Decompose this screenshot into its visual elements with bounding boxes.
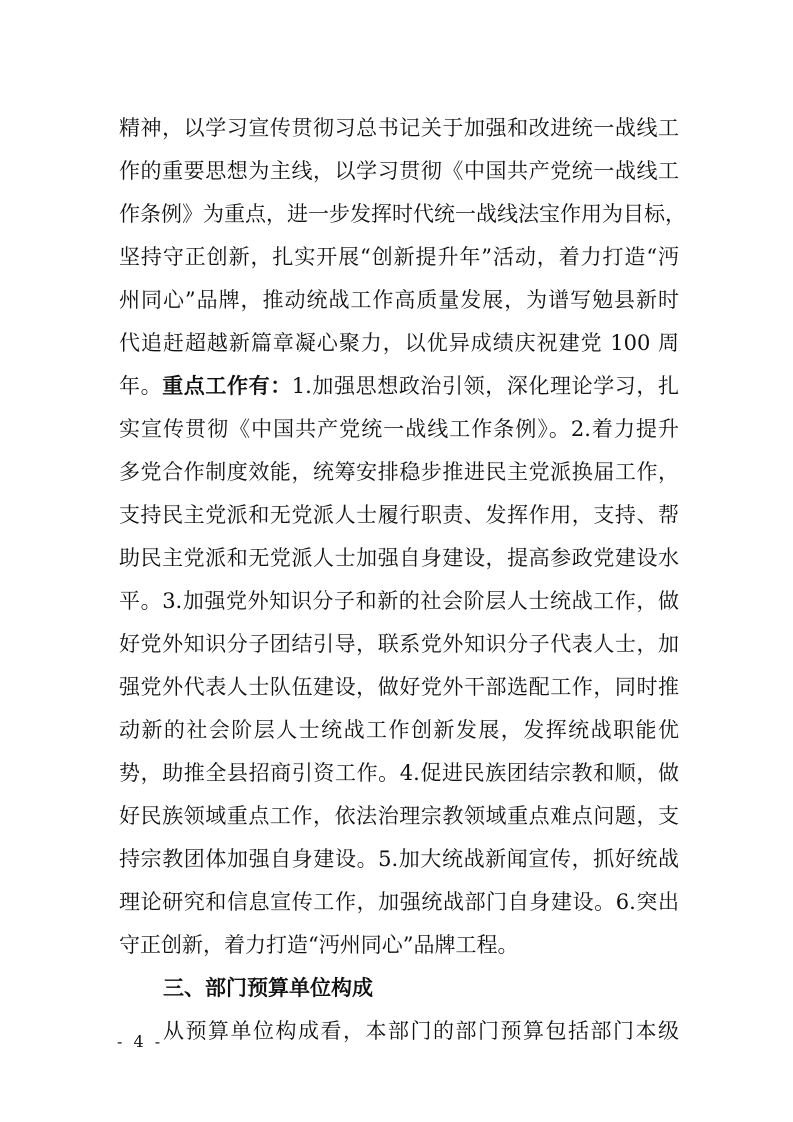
paragraph-line: 助民主党派和无党派人士加强自身建设，提高参政党建设水 <box>119 546 679 570</box>
paragraph-line: 代追赶超越新篇章凝心聚力，以优异成绩庆祝建党 100 周 <box>119 331 679 355</box>
paragraph-line: 平。3.加强党外知识分子和新的社会阶层人士统战工作，做 <box>119 589 679 613</box>
paragraph-line: 持宗教团体加强自身建设。5.加大统战新闻宣传，抓好统战 <box>119 847 679 871</box>
section-paragraph-line: 从预算单位构成看，本部门的部门预算包括部门本级 <box>163 1019 679 1043</box>
paragraph-line: 作的重要思想为主线，以学习贯彻《中国共产党统一战线工 <box>119 159 679 183</box>
paragraph-line: 多党合作制度效能，统筹安排稳步推进民主党派换届工作， <box>119 460 679 484</box>
paragraph-line: 支持民主党派和无党派人士履行职责、发挥作用，支持、帮 <box>119 503 679 527</box>
paragraph-line: 实宣传贯彻《中国共产党统一战线工作条例》。2.着力提升 <box>119 417 679 441</box>
paragraph-line: 坚持守正创新，扎实开展“创新提升年”活动，着力打造“沔 <box>119 245 679 269</box>
paragraph-line-key-tasks <box>119 366 679 406</box>
paragraph-line: 好民族领域重点工作，依法治理宗教领域重点难点问题，支 <box>119 804 679 828</box>
paragraph-line: 势，助推全县招商引资工作。4.促进民族团结宗教和顺，做 <box>119 761 679 785</box>
paragraph-last-line: 守正创新，着力打造“沔州同心”品牌工程。 <box>119 933 519 957</box>
section-heading: 三、部门预算单位构成 <box>163 975 373 1000</box>
line-suffix: 1.加强思想政治引领，深化理论学习，扎 <box>291 374 679 398</box>
paragraph-line: 强党外代表人士队伍建设，做好党外干部选配工作，同时推 <box>119 675 679 699</box>
paragraph-line: 作条例》为重点，进一步发挥时代统一战线法宝作用为目标， <box>119 202 686 226</box>
paragraph-line: 州同心”品牌，推动统战工作高质量发展，为谱写勉县新时 <box>119 288 679 312</box>
paragraph-line: 动新的社会阶层人士统战工作创新发展，发挥统战职能优 <box>119 718 679 742</box>
paragraph-line: 好党外知识分子团结引导，联系党外知识分子代表人士，加 <box>119 632 679 656</box>
key-tasks-label: 重点工作有： <box>162 373 292 398</box>
page-number: - 4 - <box>117 1032 164 1051</box>
paragraph-line: 精神，以学习宣传贯彻习总书记关于加强和改进统一战线工 <box>119 116 679 140</box>
line-prefix: 年。 <box>119 374 163 398</box>
paragraph-line: 理论研究和信息宣传工作，加强统战部门自身建设。6.突出 <box>119 890 679 914</box>
